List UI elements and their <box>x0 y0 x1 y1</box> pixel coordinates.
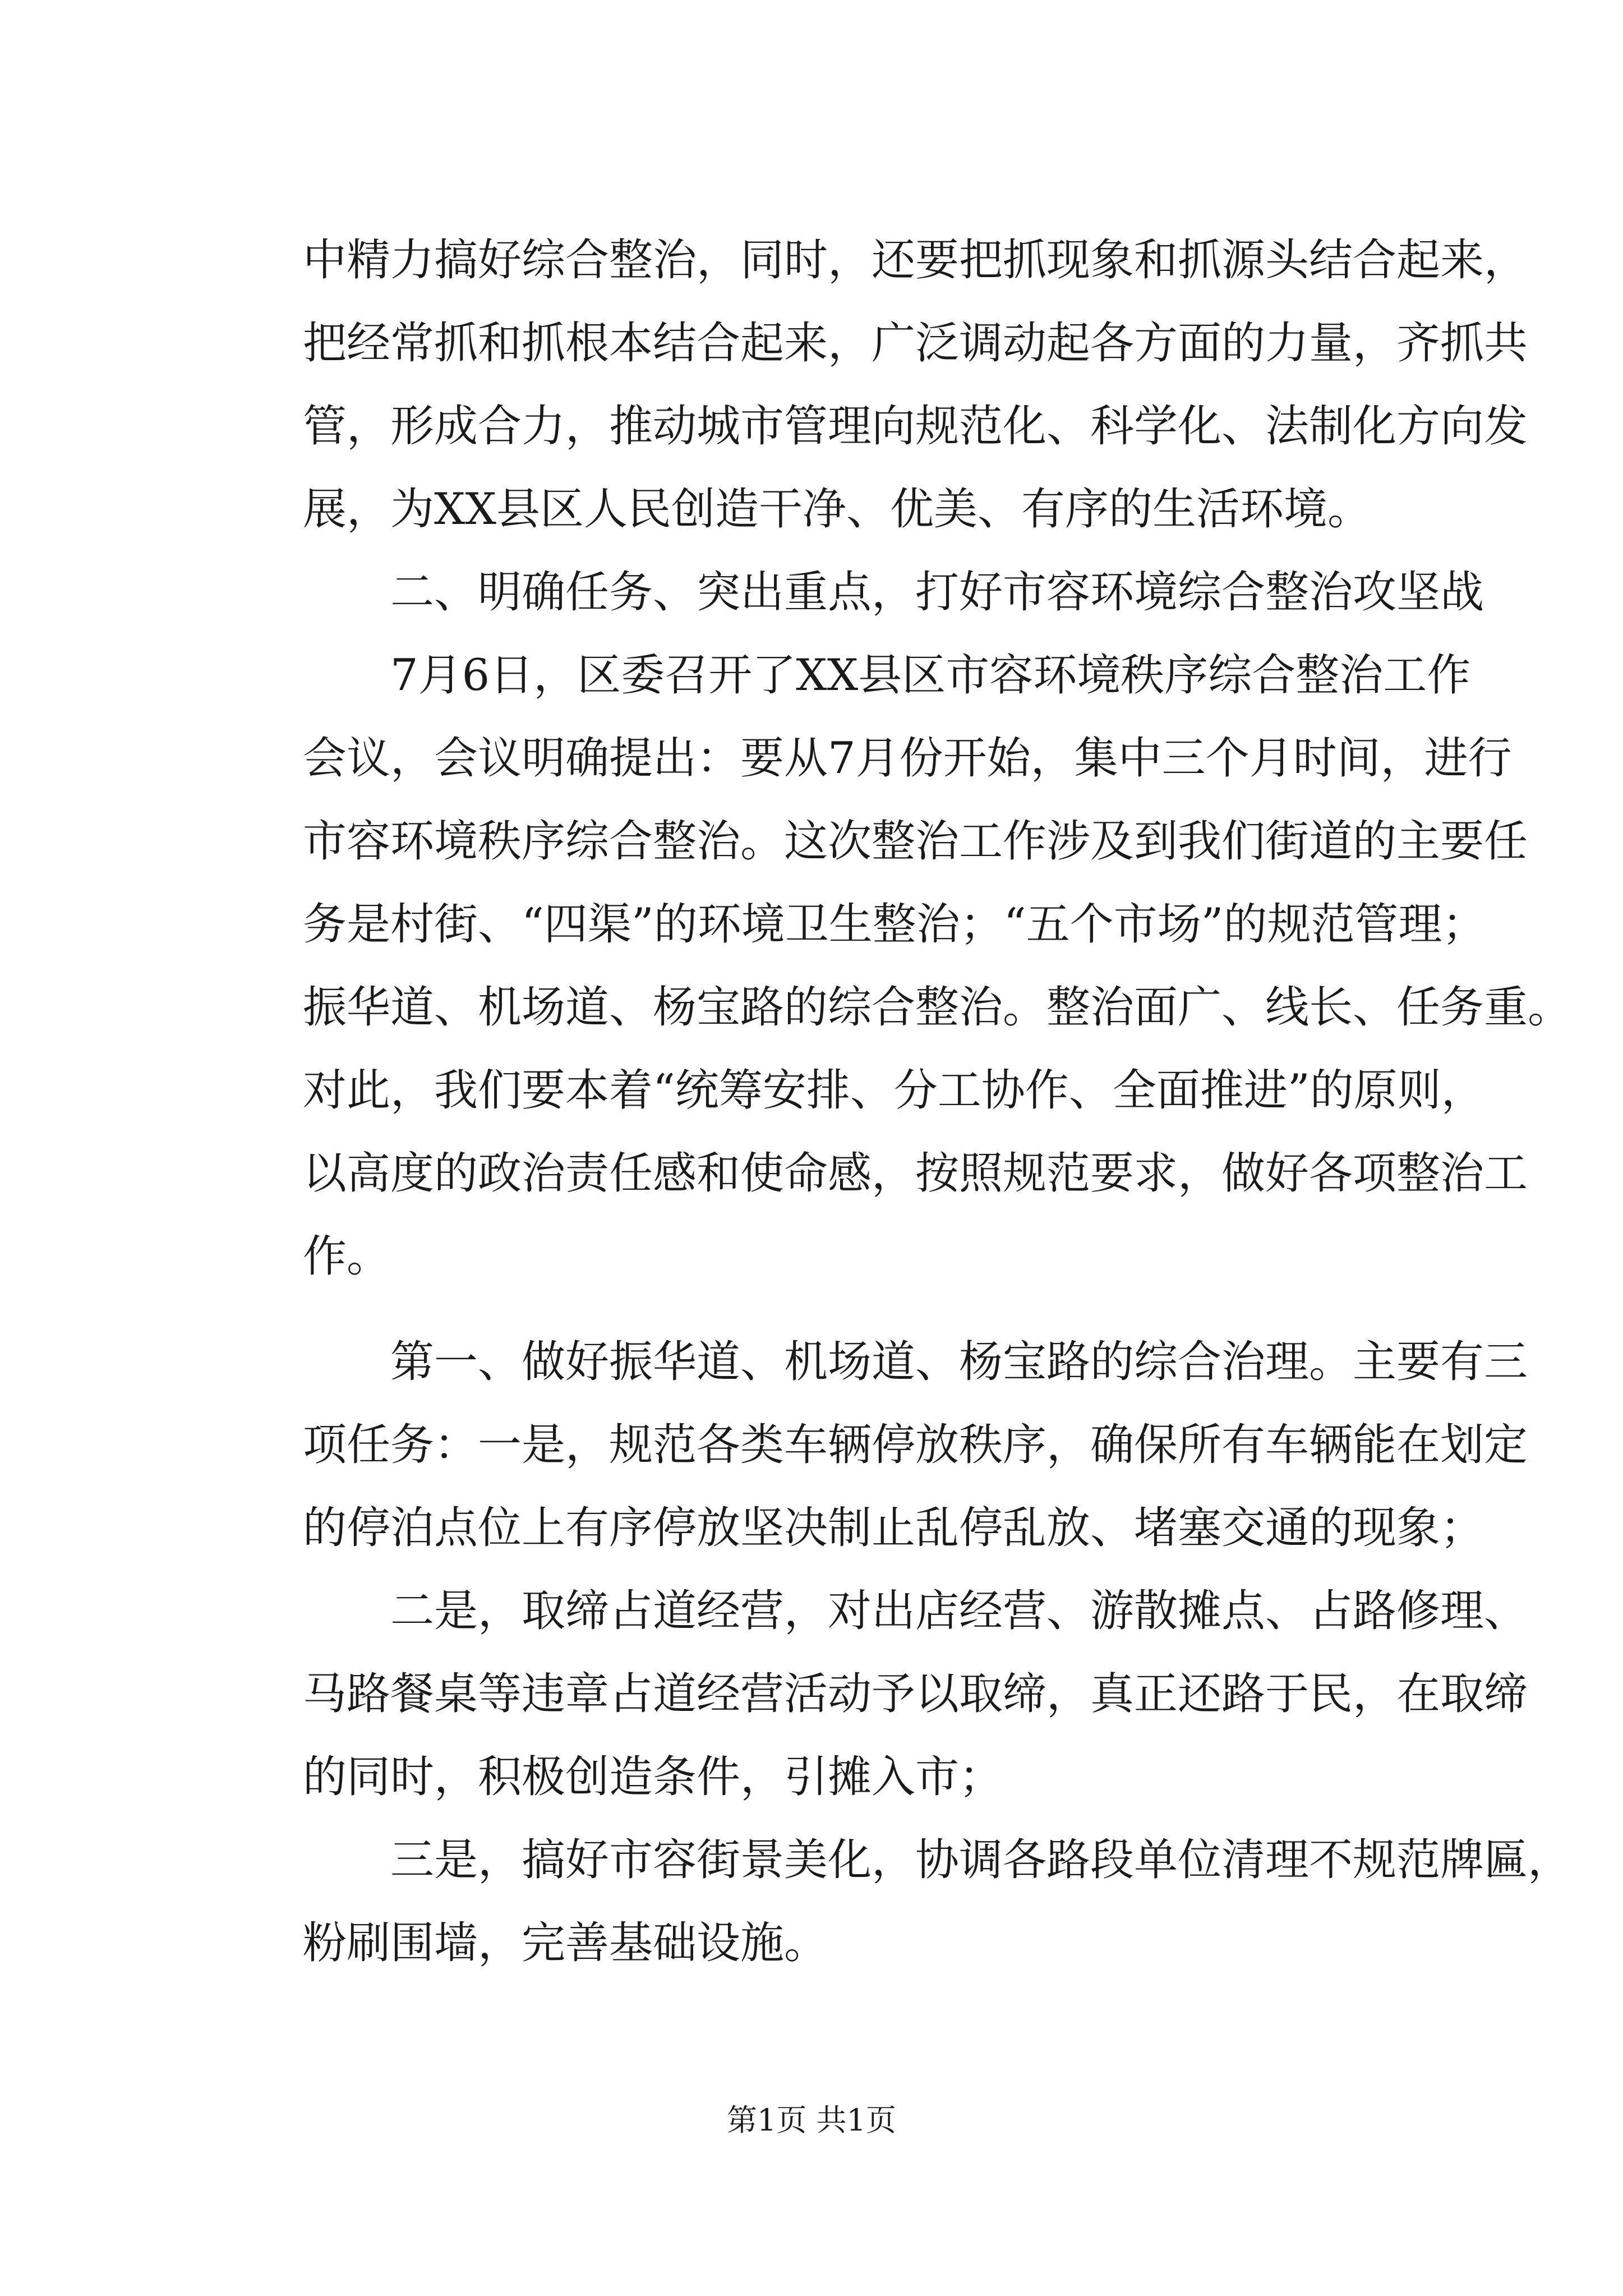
paragraph <box>303 219 1528 551</box>
document-body <box>303 219 1572 1985</box>
text-line: 二是，取缔占道经营，对出店经营、游散摊点、占路修理、 <box>390 1586 1528 1636</box>
text-line: 以高度的政治责任感和使命感，按照规范要求，做好各项整治工 <box>303 1148 1528 1199</box>
text-line: 管，形成合力，推动城市管理向规范化、科学化、法制化方向发 <box>303 401 1528 452</box>
paragraph <box>303 1320 1528 1570</box>
text-line: 粉刷围墙，完善基础设施。 <box>303 1918 828 1968</box>
text-line: 振华道、机场道、杨宝路的综合整治。整治面广、线长、任务重。 <box>303 982 1572 1033</box>
text-line: 第一、做好振华道、机场道、杨宝路的综合治理。主要有三 <box>390 1337 1528 1387</box>
text-line: 三是，搞好市容街景美化，协调各路段单位清理不规范牌匾， <box>390 1835 1572 1885</box>
text-line: 务是村街、“四渠”的环境卫生整治；“五个市场”的规范管理； <box>303 899 1486 950</box>
text-line: 中精力搞好综合整治，同时，还要把抓现象和抓源头结合起来， <box>303 235 1528 286</box>
section-heading <box>303 551 1484 634</box>
text-line: 把经常抓和抓根本结合起来，广泛调动起各方面的力量，齐抓共 <box>303 318 1528 369</box>
text-line: 市容环境秩序综合整治。这次整治工作涉及到我们街道的主要任 <box>303 816 1528 867</box>
text-line: 会议，会议明确提出：要从7月份开始，集中三个月时间，进行 <box>303 733 1512 784</box>
paragraph <box>303 1570 1528 1819</box>
text-line: 7月6日，区委召开了XX县区市容环境秩序综合整治工作 <box>390 650 1471 701</box>
text-line: 的同时，积极创造条件，引摊入市； <box>303 1752 1003 1802</box>
text-line: 二、明确任务、突出重点，打好市容环境综合整治攻坚战 <box>390 567 1484 618</box>
text-line: 的停泊点位上有序停放坚决制止乱停乱放、堵塞交通的现象； <box>303 1503 1484 1553</box>
paragraph <box>303 634 1572 1298</box>
text-line: 项任务：一是，规范各类车辆停放秩序，确保所有车辆能在划定 <box>303 1420 1528 1470</box>
page-number-footer: 第1页 共1页 <box>727 2102 896 2138</box>
paragraph <box>303 1819 1572 1985</box>
text-line: 作。 <box>303 1231 391 1282</box>
text-line: 对此，我们要本着“统筹安排、分工协作、全面推进”的原则， <box>303 1065 1485 1116</box>
text-line: 展，为XX县区人民创造干净、优美、有序的生活环境。 <box>303 484 1372 535</box>
text-line: 马路餐桌等违章占道经营活动予以取缔，真正还路于民，在取缔 <box>303 1669 1528 1719</box>
